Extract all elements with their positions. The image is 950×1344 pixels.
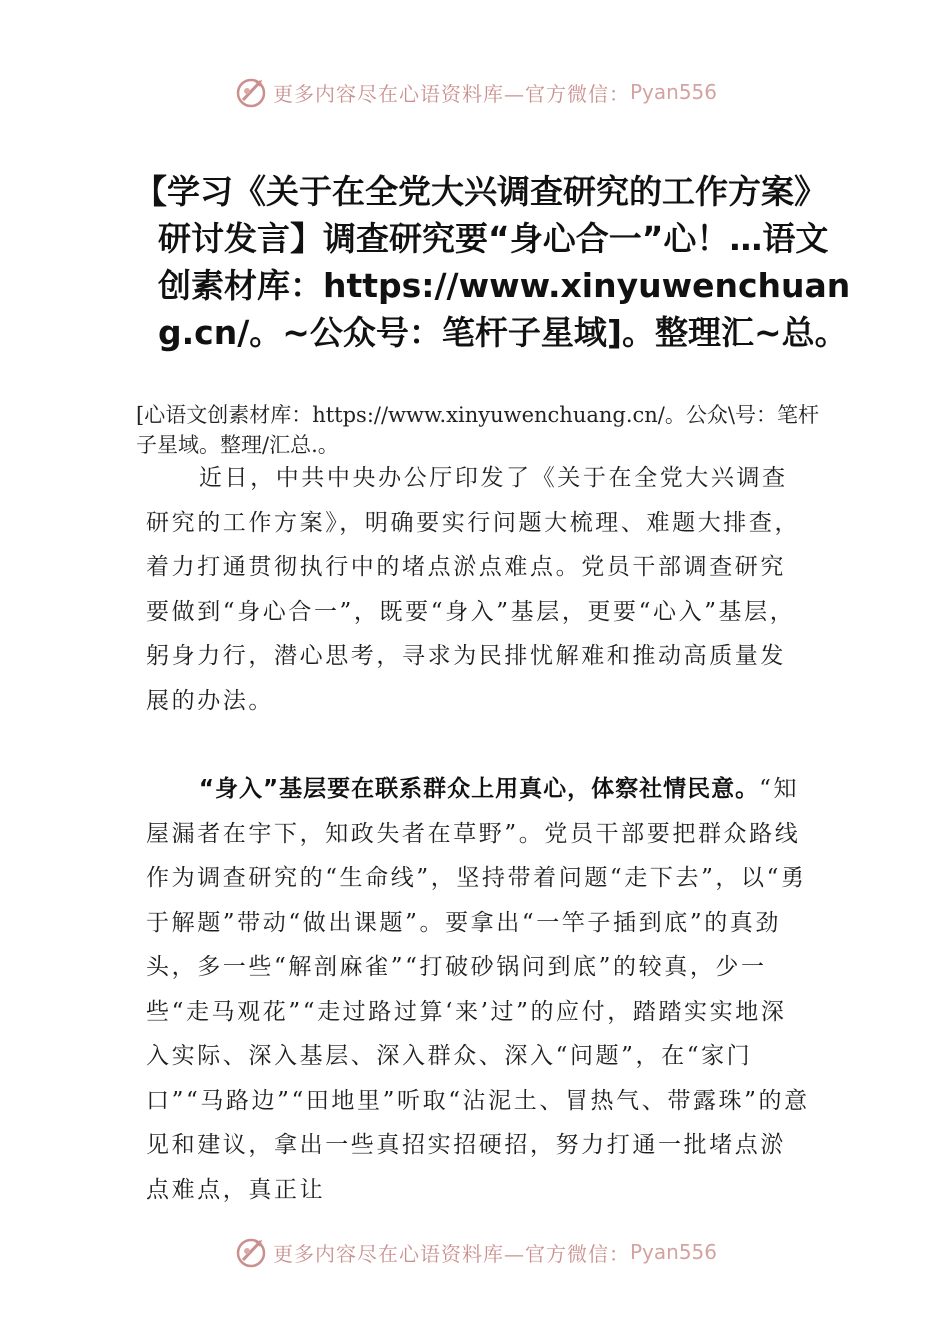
banner-text: 更多内容尽在心语资料库—官方微信： bbox=[272, 1241, 630, 1266]
title-line-1: 【学习《关于在全党大兴调查研究的工作方 bbox=[134, 172, 761, 211]
paragraph-2-body: “知屋漏者在宇下，知政失者在草野”。党员干部要把群众路线作为调查研究的“生命线”，坚持带着问题“走下去”，以“勇于解题”带动“做出课题”。要拿出“一竿子插到底”的真劲头，多一些“解剖麻雀”“打破砂锅问到底”的较真，少一些“走马观花”“走过路过算‘来’过”的应付，踏踏实实地深入实际、深入基层、深入群众、深入“问题”，在“家门口”“马路边”“田地里”听取“沾泥土、冒热气、带露珠”的意见和建议，拿出一些真招实招硬招，努力打通一批堵点淤点难点，真正让 bbox=[146, 776, 810, 1203]
header-banner bbox=[0, 72, 950, 112]
logo-icon bbox=[233, 74, 269, 110]
banner-wechat-id: Pyan556 bbox=[629, 1240, 717, 1264]
footer-banner bbox=[0, 1232, 950, 1272]
paragraph-1: 近日，中共中央办公厅印发了《关于在全党大兴调查研究的工作方案》，明确要实行问题大梳理、难题大排查，着力打通贯彻执行中的堵点淤点难点。党员干部调查研究要做到“身心合一”，既要“身入”基层，更要“心入”基层，躬身力行，潜心思考，寻求为民排忧解难和推动高质量发展的办法。 bbox=[146, 465, 801, 714]
document-title bbox=[134, 168, 858, 356]
logo-icon bbox=[233, 1234, 269, 1270]
title-rest: 案》研讨发言】调查研究要“身心合一”心！…语文创素材库：https://www.xinyuwenchuang.cn/。~公众号：笔杆子星域]。整理汇~总。 bbox=[158, 172, 851, 352]
banner-text: 更多内容尽在心语资料库—官方微信： bbox=[272, 81, 630, 106]
paragraph-2-lead: “身入”基层要在联系群众上用真心，体察社情民意。 bbox=[198, 776, 760, 802]
source-note: [心语文创素材库：https://www.xinyuwenchuang.cn/。公众\号：笔杆子星域。整理/汇总.。 bbox=[136, 403, 819, 457]
paragraph-2 bbox=[146, 767, 810, 1212]
banner-wechat-id: Pyan556 bbox=[629, 80, 717, 104]
